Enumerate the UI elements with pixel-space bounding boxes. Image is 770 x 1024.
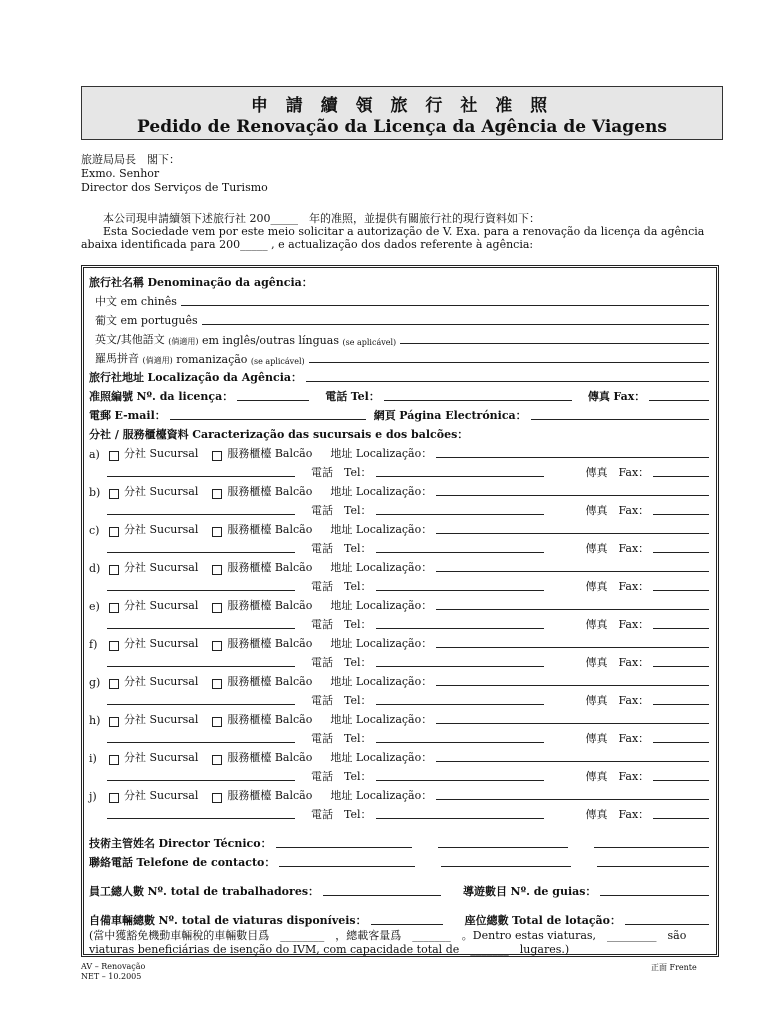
branch-contact-row <box>89 499 711 518</box>
branch-fax-label: 傳真 Fax： <box>585 542 650 555</box>
addressee <box>81 153 268 195</box>
localizacao-label: 地址 Localização： <box>330 599 433 612</box>
branch-tel-label: 電話 Tel： <box>311 808 372 821</box>
branch-fax-field[interactable] <box>653 779 709 781</box>
sucursal-checkbox[interactable] <box>109 793 119 803</box>
branch-tel-label: 電話 Tel： <box>311 694 372 707</box>
branch-tel-field[interactable] <box>376 589 544 591</box>
name-chinese-field[interactable] <box>181 304 709 306</box>
branch-fax-field[interactable] <box>653 589 709 591</box>
balcao-label: 服務櫃檯 Balcão <box>227 789 313 802</box>
branch-location-field-2[interactable] <box>107 513 295 515</box>
branch-location-field[interactable] <box>436 456 709 458</box>
balcao-checkbox[interactable] <box>212 641 222 651</box>
branch-letter: e) <box>89 600 100 613</box>
license-row: 准照編號 Nº. da licença： 電話 Tel： 傳真 Fax： <box>89 385 711 404</box>
form-title-box <box>81 86 723 140</box>
branch-fax-label: 傳真 Fax： <box>585 770 650 783</box>
balcao-label: 服務櫃檯 Balcão <box>227 485 313 498</box>
branch-fax-label: 傳真 Fax： <box>585 504 650 517</box>
sucursal-label: 分社 Sucursal <box>124 485 199 498</box>
intro-portuguese-2: abaixa identificada para 200_____ , e actualização dos dados referente à agência: <box>81 238 534 251</box>
balcao-checkbox[interactable] <box>212 527 222 537</box>
director-row: 技術主管姓名 Director Técnico： <box>89 832 711 851</box>
title-chinese: 申 請 續 領 旅 行 社 准 照 <box>250 96 554 116</box>
branch-fax-field[interactable] <box>653 513 709 515</box>
balcao-label: 服務櫃檯 Balcão <box>227 637 313 650</box>
branch-tel-label: 電話 Tel： <box>311 542 372 555</box>
sucursal-checkbox[interactable] <box>109 755 119 765</box>
director-field-3[interactable] <box>594 846 709 848</box>
sucursal-label: 分社 Sucursal <box>124 447 199 460</box>
addressee-line-1: 旅遊局局長 閣下： <box>81 153 180 166</box>
email-row: 電郵 E-mail： 網頁 Página Electrónica： <box>89 404 711 423</box>
branch-row <box>89 670 711 689</box>
branch-contact-row <box>89 689 711 708</box>
branch-fax-label: 傳真 Fax： <box>585 618 650 631</box>
license-field[interactable] <box>237 399 309 401</box>
branch-tel-label: 電話 Tel： <box>311 618 372 631</box>
name-romanization-field[interactable] <box>309 361 709 363</box>
branch-tel-label: 電話 Tel： <box>311 580 372 593</box>
branch-location-field[interactable] <box>436 570 709 572</box>
balcao-label: 服務櫃檯 Balcão <box>227 675 313 688</box>
branch-row <box>89 480 711 499</box>
sucursal-checkbox[interactable] <box>109 641 119 651</box>
branch-row <box>89 632 711 651</box>
branch-letter: h) <box>89 714 101 727</box>
sucursal-label: 分社 Sucursal <box>124 637 199 650</box>
branch-contact-row <box>89 765 711 784</box>
name-chinese-row: 中文 em chinês <box>89 290 711 309</box>
branch-fax-field[interactable] <box>653 475 709 477</box>
sucursal-label: 分社 Sucursal <box>124 599 199 612</box>
vehicles-note-2: viaturas beneficiárias de isenção do IVM, com capacidade total de _______ lugares.) <box>89 943 570 956</box>
name-romanization-row: 羅馬拼音 (倘適用) romanização (se aplicável) <box>89 347 711 366</box>
email-field[interactable] <box>170 418 366 420</box>
branch-fax-label: 傳真 Fax： <box>585 732 650 745</box>
sucursal-checkbox[interactable] <box>109 451 119 461</box>
branch-list <box>89 442 711 822</box>
branch-location-field[interactable] <box>436 532 709 534</box>
balcao-checkbox[interactable] <box>212 451 222 461</box>
branch-contact-row <box>89 461 711 480</box>
branch-tel-field[interactable] <box>376 779 544 781</box>
balcao-label: 服務櫃檯 Balcão <box>227 599 313 612</box>
branch-letter: d) <box>89 562 101 575</box>
branch-tel-label: 電話 Tel： <box>311 656 372 669</box>
branch-contact-row <box>89 803 711 822</box>
sucursal-label: 分社 Sucursal <box>124 789 199 802</box>
localizacao-label: 地址 Localização： <box>330 751 433 764</box>
branches-heading: 分社 / 服務櫃檯資料 Caracterização das sucursais e dos balcões： <box>89 428 469 441</box>
seats-field[interactable] <box>625 923 709 925</box>
name-english-row: 英文/其他語文 (倘適用) em inglês/outras línguas (se aplicável) <box>89 328 711 347</box>
guides-field[interactable] <box>600 894 709 896</box>
branch-row <box>89 784 711 803</box>
workers-row: 員工總人數 Nº. total de trabalhadores： 導遊數目 Nº. de guias： <box>89 880 711 899</box>
sucursal-label: 分社 Sucursal <box>124 675 199 688</box>
localizacao-label: 地址 Localização： <box>330 789 433 802</box>
branch-fax-label: 傳真 Fax： <box>585 580 650 593</box>
contact-field[interactable] <box>279 865 415 867</box>
contact-field-2[interactable] <box>441 865 571 867</box>
balcao-checkbox[interactable] <box>212 793 222 803</box>
branch-fax-field[interactable] <box>653 703 709 705</box>
branch-row <box>89 594 711 613</box>
branch-tel-field[interactable] <box>376 741 544 743</box>
balcao-checkbox[interactable] <box>212 565 222 575</box>
balcao-checkbox[interactable] <box>212 679 222 689</box>
balcao-label: 服務櫃檯 Balcão <box>227 523 313 536</box>
vehicles-row: 自備車輛總數 Nº. total de viaturas disponíveis： 座位總數 Total de lotação： <box>89 909 711 928</box>
branch-contact-row <box>89 613 711 632</box>
branch-tel-label: 電話 Tel： <box>311 732 372 745</box>
sucursal-label: 分社 Sucursal <box>124 523 199 536</box>
localizacao-label: 地址 Localização： <box>330 561 433 574</box>
branch-row <box>89 442 711 461</box>
branch-tel-label: 電話 Tel： <box>311 504 372 517</box>
name-portuguese-field[interactable] <box>202 323 709 325</box>
branch-location-field-2[interactable] <box>107 627 295 629</box>
branch-tel-field[interactable] <box>376 551 544 553</box>
branch-fax-field[interactable] <box>653 741 709 743</box>
branch-location-field-2[interactable] <box>107 475 295 477</box>
workers-field[interactable] <box>323 894 441 896</box>
branch-fax-field[interactable] <box>653 665 709 667</box>
branch-contact-row <box>89 537 711 556</box>
vehicles-field[interactable] <box>371 923 443 925</box>
form-code: AV – Renovação NET – 10.2005 <box>81 962 146 981</box>
branch-letter: c) <box>89 524 100 537</box>
sucursal-checkbox[interactable] <box>109 717 119 727</box>
agency-name-heading: 旅行社名稱 Denominação da agência： <box>89 276 313 289</box>
sucursal-checkbox[interactable] <box>109 565 119 575</box>
branch-tel-field[interactable] <box>376 817 544 819</box>
branch-row <box>89 518 711 537</box>
branch-letter: i) <box>89 752 97 765</box>
branch-row <box>89 556 711 575</box>
localizacao-label: 地址 Localização： <box>330 713 433 726</box>
branch-location-field-2[interactable] <box>107 779 295 781</box>
branch-contact-row <box>89 727 711 746</box>
addressee-line-2: Exmo. Senhor <box>81 167 160 180</box>
balcao-checkbox[interactable] <box>212 489 222 499</box>
branch-letter: j) <box>89 790 97 803</box>
vehicles-note-1: (當中獲豁免機動車輛稅的車輛數目爲 ________ ，總載客量爲 _______ 。Dentro estas viaturas, _________ são <box>89 929 687 942</box>
branch-letter: f) <box>89 638 98 651</box>
branch-fax-field[interactable] <box>653 817 709 819</box>
sucursal-checkbox[interactable] <box>109 603 119 613</box>
sucursal-checkbox[interactable] <box>109 527 119 537</box>
contact-row: 聯絡電話 Telefone de contacto： <box>89 851 711 870</box>
branch-fax-label: 傳真 Fax： <box>585 808 650 821</box>
sucursal-label: 分社 Sucursal <box>124 561 199 574</box>
sucursal-checkbox[interactable] <box>109 679 119 689</box>
title-portuguese: Pedido de Renovação da Licença da Agência de Viagens <box>137 117 667 137</box>
intro-text <box>81 212 721 251</box>
branch-letter: b) <box>89 486 101 499</box>
sucursal-checkbox[interactable] <box>109 489 119 499</box>
branch-location-field[interactable] <box>436 684 709 686</box>
branch-letter: g) <box>89 676 101 689</box>
balcao-checkbox[interactable] <box>212 603 222 613</box>
addressee-line-3: Director dos Serviços de Turismo <box>81 181 268 194</box>
director-field-2[interactable] <box>438 846 568 848</box>
application-form <box>81 265 719 957</box>
branch-location-field[interactable] <box>436 798 709 800</box>
agency-address-row: 旅行社地址 Localização da Agência： <box>89 366 711 385</box>
branch-location-field-2[interactable] <box>107 589 295 591</box>
balcao-label: 服務櫃檯 Balcão <box>227 447 313 460</box>
branch-fax-label: 傳真 Fax： <box>585 656 650 669</box>
branch-location-field[interactable] <box>436 608 709 610</box>
website-field[interactable] <box>531 418 709 420</box>
intro-chinese: 本公司現申請續領下述旅行社 200_____ 年的准照，並提供有關旅行社的現行資料如下： <box>103 212 540 225</box>
fax-field[interactable] <box>649 399 709 401</box>
branch-location-field[interactable] <box>436 646 709 648</box>
localizacao-label: 地址 Localização： <box>330 447 433 460</box>
branch-location-field-2[interactable] <box>107 741 295 743</box>
page-side-label: 正面 Frente <box>651 963 697 972</box>
branch-contact-row <box>89 651 711 670</box>
branch-location-field-2[interactable] <box>107 551 295 553</box>
branch-tel-field[interactable] <box>376 475 544 477</box>
localizacao-label: 地址 Localização： <box>330 675 433 688</box>
name-english-field[interactable] <box>400 342 709 344</box>
sucursal-label: 分社 Sucursal <box>124 751 199 764</box>
director-field[interactable] <box>276 846 412 848</box>
branch-fax-label: 傳真 Fax： <box>585 694 650 707</box>
agency-address-field[interactable] <box>306 380 709 382</box>
branch-letter: a) <box>89 448 100 461</box>
branch-location-field[interactable] <box>436 760 709 762</box>
balcao-label: 服務櫃檯 Balcão <box>227 751 313 764</box>
localizacao-label: 地址 Localização： <box>330 637 433 650</box>
branch-tel-field[interactable] <box>376 703 544 705</box>
branch-location-field-2[interactable] <box>107 665 295 667</box>
balcao-label: 服務櫃檯 Balcão <box>227 713 313 726</box>
branch-fax-label: 傳真 Fax： <box>585 466 650 479</box>
branch-tel-field[interactable] <box>376 627 544 629</box>
branch-tel-label: 電話 Tel： <box>311 466 372 479</box>
name-portuguese-row: 葡文 em português <box>89 309 711 328</box>
branch-row <box>89 746 711 765</box>
balcao-checkbox[interactable] <box>212 717 222 727</box>
branch-fax-field[interactable] <box>653 627 709 629</box>
branch-row <box>89 708 711 727</box>
intro-portuguese-1: Esta Sociedade vem por este meio solicitar a autorização de V. Exa. para a renovação da licença da agência <box>103 225 705 238</box>
contact-field-3[interactable] <box>597 865 709 867</box>
localizacao-label: 地址 Localização： <box>330 485 433 498</box>
branch-location-field[interactable] <box>436 722 709 724</box>
tel-field[interactable] <box>384 399 572 401</box>
balcao-label: 服務櫃檯 Balcão <box>227 561 313 574</box>
localizacao-label: 地址 Localização： <box>330 523 433 536</box>
branch-tel-field[interactable] <box>376 665 544 667</box>
branch-fax-field[interactable] <box>653 551 709 553</box>
branch-tel-field[interactable] <box>376 513 544 515</box>
sucursal-label: 分社 Sucursal <box>124 713 199 726</box>
branch-location-field[interactable] <box>436 494 709 496</box>
balcao-checkbox[interactable] <box>212 755 222 765</box>
branch-tel-label: 電話 Tel： <box>311 770 372 783</box>
branch-location-field-2[interactable] <box>107 817 295 819</box>
branch-location-field-2[interactable] <box>107 703 295 705</box>
branch-contact-row <box>89 575 711 594</box>
